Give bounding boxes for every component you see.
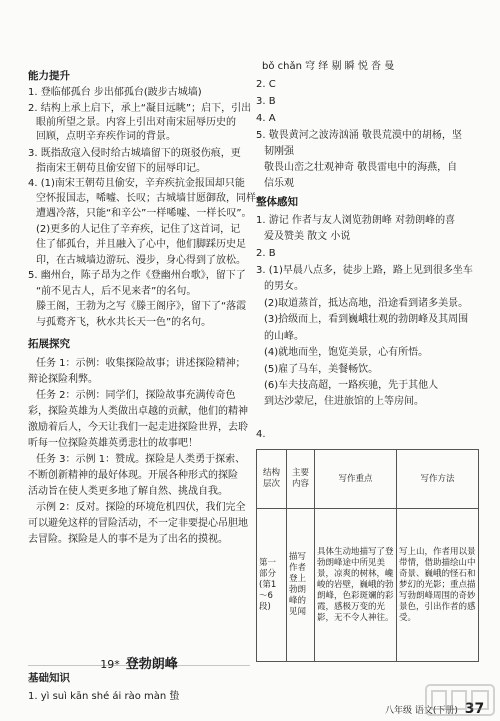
table-row	[257, 509, 479, 662]
answer-line: 眼前所望之景。内容上引出对南宋屈辱历史的	[36, 117, 236, 128]
answer-line: 3. 既指敌寇入侵时给古城墙留下的斑驳伤痕，更	[28, 148, 241, 159]
answer-line: 4. A	[256, 113, 276, 124]
answer-line: 1. 登临郁孤台 步出郁孤台(跛步古城墙)	[28, 87, 202, 98]
answer-line: 韧刚强	[264, 146, 294, 157]
answer-line: 住了郁孤台，并且融入了心中，他们脚踩历史足	[36, 239, 246, 250]
section-heading: 能力提升	[28, 70, 70, 82]
answer-line: 1. 游记 作者与友人浏览勃朗峰 对勃朗峰的喜	[256, 215, 456, 226]
answer-line: 印，在古城墙边游玩、漫步，身心得到了放松。	[36, 255, 246, 266]
answer-line: 活动旨在使人类更多地了解自然、挑战自我。	[28, 486, 228, 497]
answer-line: 2. 结构上承上启下，承上“凝目远眺”；启下，引出	[28, 103, 252, 114]
table-header-cell: 写作方法	[397, 450, 479, 509]
answer-line: 1. yì suì kān shé ái rào màn 蛰	[28, 691, 180, 702]
answer-line: 2. C	[256, 79, 276, 90]
answer-line: 去冒险。探险是人的事不是为了出名的摸视。	[28, 534, 228, 545]
lesson-number: 19*	[100, 658, 120, 671]
answer-line: 5. 幽州台，陈子昂为之作《登幽州台歌》，留下了	[28, 270, 246, 281]
answer-line: 示例 2：反对。探险的环境危机四伏，我们完全	[36, 502, 246, 513]
answer-line: 3. B	[256, 96, 276, 107]
answer-line: 听每一位探险英雄英勇悲壮的故事吧！	[28, 438, 198, 449]
answer-line: (3)拾级而上，看到巍峨壮观的勃朗峰及其周围	[264, 314, 469, 325]
answer-line: 滕王阁，王勃为之写《滕王阁序》，留下了“落霞	[36, 301, 247, 312]
lesson-title	[28, 653, 250, 672]
answer-line: 任务 3：示例 1：赞成。探险是人类勇于探索、	[36, 454, 246, 465]
answer-line: 遭遇冷落，只能“和辛公”一样唏嘘、一样长叹”。	[36, 208, 252, 219]
answer-line: 爱及赞美 散文 小说	[264, 231, 351, 242]
answer-line: 任务 2：示例：同学们，探险故事充满传奇色	[36, 390, 236, 401]
table-header-cell: 主要内容	[287, 450, 315, 509]
answer-line: (6)车夫技高超，一路疾驰，先于其他人	[264, 380, 439, 391]
table-header-row	[257, 450, 479, 509]
answer-line: 的男女。	[264, 281, 304, 292]
answer-line: “前不见古人，后不见来者”的名句。	[36, 286, 197, 297]
answer-line: (5)雇了马车，美餐畅饮。	[264, 364, 379, 375]
answer-line: 任务 1：示例：收集探险故事；讲述探险精神；	[36, 358, 246, 369]
answer-line: 敬畏山峦之壮观神奇 敬畏雷电中的海燕，自	[264, 162, 458, 173]
footer-grade: 八年级	[385, 706, 413, 716]
answer-line: 5. 敬畏黄河之波涛汹涌 敬畏荒漠中的胡杨，坚	[256, 130, 462, 141]
answer-line: 4. (1)南宋王朝苟且偷安，辛弃疾抗金报国却只能	[28, 178, 245, 189]
answer-line: 可以避免这样的冒险活动，不一定非要提心吊胆地	[28, 518, 248, 529]
section-heading: 拓展探究	[28, 338, 70, 350]
section-heading: 基础知识	[28, 672, 70, 684]
answer-line: 指南宋王朝苟且偷安留下的屈辱印记。	[36, 163, 206, 174]
answer-line: 4.	[256, 429, 266, 440]
answer-line: 回顾，点明辛弃疾作词的背景。	[36, 131, 176, 142]
answer-line: (4)就地而坐，饱览美景，心有所悟。	[264, 347, 429, 358]
answer-line: 到达沙蒙尼，住进旅馆的上等房间。	[264, 396, 424, 407]
table-header-cell: 结构层次	[257, 450, 287, 509]
answer-line: 2. B	[256, 248, 276, 259]
answer-line: 不断创新精神的最好体现。开展各种形式的探险	[28, 470, 238, 481]
answer-line: 信乐观	[264, 178, 294, 189]
answer-line: (2)更多的人记住了辛弃疾，记住了这首词，记	[36, 224, 241, 235]
answer-line: 3. (1)早晨八点多，徒步上路，路上见到很多坐车	[256, 265, 473, 276]
page-number: 37	[464, 701, 485, 717]
lesson-title-text: 登勃朗峰	[125, 657, 178, 672]
answer-line: 与孤鹜齐飞，秋水共长天一色”的名句。	[36, 317, 212, 328]
answer-line: 的山峰。	[264, 331, 304, 342]
table-header-cell: 写作重点	[315, 450, 397, 509]
table-cell: 第一部分(第1～6段)	[257, 509, 287, 662]
table-cell: 具体生动地描写了登勃朗峰途中所见美景，凉爽的树林，巉峻的岩壁，巍峨的勃朗峰，色彩斑斓的彩霞，感极万变的光影，无不令人神往。	[315, 509, 397, 662]
watermark-stamp-icon	[424, 683, 496, 717]
answer-line: bǒ chǎn 穹 绎 剔 瞬 悦 沓 曼	[262, 61, 395, 72]
answer-line: 辩论探险利弊。	[28, 374, 98, 385]
table-cell: 描写作者登上勃朗峰的见闻	[287, 509, 315, 662]
answer-line: (2)取道蒸首，抵达高地，沿途看到诸多美景。	[264, 298, 469, 309]
answer-line: 空怀报国志，唏嘘、长叹；古城墙甘愿御敌，同样	[36, 193, 256, 204]
writing-structure-table	[256, 449, 479, 662]
table-cell: 写上山，作者用以景带情，借助描绘山中奇景、巍峨的怪石和梦幻的光影；重点描写勃朗峰周围的奇妙景色，引出作者的感受。	[397, 509, 479, 662]
section-heading: 整体感知	[256, 196, 298, 208]
answer-line: 激励着后人，今天让我们一起走进探险世界，去聆	[28, 422, 248, 433]
footer-subject: 语文(下册)	[414, 706, 458, 716]
answer-line: 彩，探险英雄为人类做出卓越的贡献，他们的精神	[28, 406, 248, 417]
